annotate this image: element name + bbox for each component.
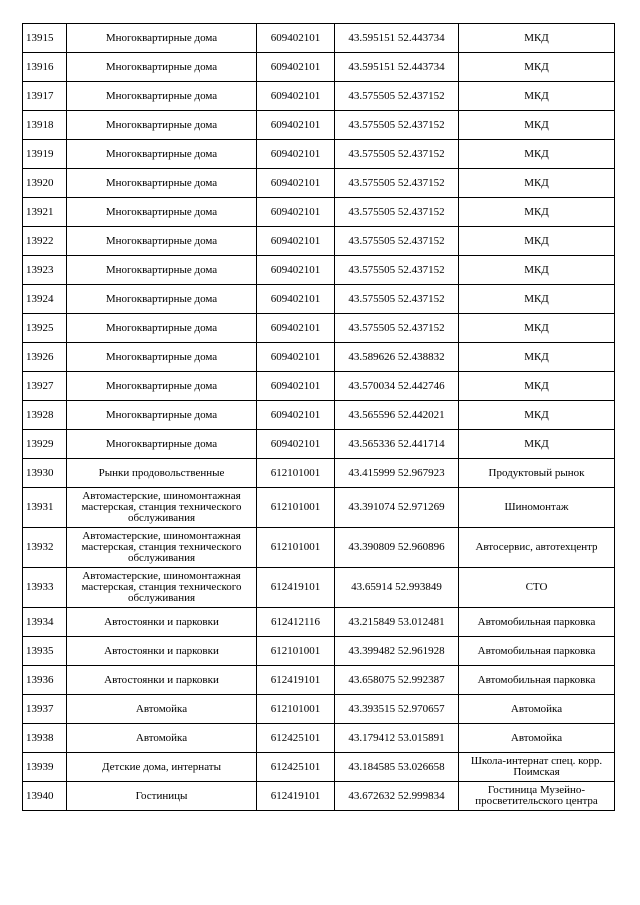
- oktmo-code-cell: 609402101: [257, 111, 335, 140]
- row-id-cell: 13926: [23, 343, 67, 372]
- oktmo-code-cell: 609402101: [257, 430, 335, 459]
- table-row: [23, 724, 615, 753]
- row-id-cell: 13932: [23, 528, 67, 568]
- registry-table-body: [23, 24, 615, 811]
- row-id-cell: 13921: [23, 198, 67, 227]
- oktmo-code-cell: 612419101: [257, 666, 335, 695]
- table-row: [23, 53, 615, 82]
- oktmo-code-cell: 612412116: [257, 608, 335, 637]
- object-name-cell: МКД: [459, 198, 615, 227]
- object-name-cell: Автосервис, автотехцентр: [459, 528, 615, 568]
- object-category-cell: Многоквартирные дома: [67, 82, 257, 111]
- oktmo-code-cell: 609402101: [257, 24, 335, 53]
- oktmo-code-cell: 609402101: [257, 227, 335, 256]
- coordinates-cell: 43.658075 52.992387: [335, 666, 459, 695]
- object-name-cell: МКД: [459, 24, 615, 53]
- table-row: [23, 430, 615, 459]
- coordinates-cell: 43.595151 52.443734: [335, 53, 459, 82]
- coordinates-cell: 43.215849 53.012481: [335, 608, 459, 637]
- table-row: [23, 285, 615, 314]
- oktmo-code-cell: 612101001: [257, 695, 335, 724]
- object-name-cell: МКД: [459, 401, 615, 430]
- table-row: [23, 343, 615, 372]
- object-name-cell: Автомобильная парковка: [459, 666, 615, 695]
- coordinates-cell: 43.672632 52.999834: [335, 782, 459, 811]
- object-category-cell: Многоквартирные дома: [67, 372, 257, 401]
- table-row: [23, 637, 615, 666]
- table-row: [23, 608, 615, 637]
- object-name-cell: Автомойка: [459, 724, 615, 753]
- coordinates-cell: 43.390809 52.960896: [335, 528, 459, 568]
- object-name-cell: МКД: [459, 256, 615, 285]
- oktmo-code-cell: 609402101: [257, 401, 335, 430]
- table-row: [23, 111, 615, 140]
- object-category-cell: Многоквартирные дома: [67, 401, 257, 430]
- row-id-cell: 13918: [23, 111, 67, 140]
- object-category-cell: Автомойка: [67, 695, 257, 724]
- object-category-cell: Многоквартирные дома: [67, 227, 257, 256]
- table-row: [23, 753, 615, 782]
- row-id-cell: 13928: [23, 401, 67, 430]
- coordinates-cell: 43.575505 52.437152: [335, 169, 459, 198]
- table-row: [23, 24, 615, 53]
- table-row: [23, 695, 615, 724]
- table-row: [23, 528, 615, 568]
- row-id-cell: 13940: [23, 782, 67, 811]
- row-id-cell: 13931: [23, 488, 67, 528]
- object-category-cell: Автостоянки и парковки: [67, 666, 257, 695]
- object-name-cell: Школа-интернат спец. корр. Поимская: [459, 753, 615, 782]
- row-id-cell: 13919: [23, 140, 67, 169]
- coordinates-cell: 43.589626 52.438832: [335, 343, 459, 372]
- object-category-cell: Многоквартирные дома: [67, 285, 257, 314]
- oktmo-code-cell: 609402101: [257, 169, 335, 198]
- table-row: [23, 372, 615, 401]
- object-category-cell: Многоквартирные дома: [67, 314, 257, 343]
- row-id-cell: 13937: [23, 695, 67, 724]
- object-name-cell: Шиномонтаж: [459, 488, 615, 528]
- object-name-cell: Продуктовый рынок: [459, 459, 615, 488]
- table-row: [23, 782, 615, 811]
- object-category-cell: Многоквартирные дома: [67, 343, 257, 372]
- table-row: [23, 82, 615, 111]
- coordinates-cell: 43.565336 52.441714: [335, 430, 459, 459]
- oktmo-code-cell: 612425101: [257, 753, 335, 782]
- oktmo-code-cell: 612419101: [257, 568, 335, 608]
- table-row: [23, 666, 615, 695]
- table-row: [23, 198, 615, 227]
- object-category-cell: Многоквартирные дома: [67, 256, 257, 285]
- oktmo-code-cell: 612101001: [257, 459, 335, 488]
- coordinates-cell: 43.575505 52.437152: [335, 82, 459, 111]
- row-id-cell: 13935: [23, 637, 67, 666]
- object-category-cell: Рынки продовольственные: [67, 459, 257, 488]
- coordinates-cell: 43.570034 52.442746: [335, 372, 459, 401]
- oktmo-code-cell: 609402101: [257, 53, 335, 82]
- table-row: [23, 314, 615, 343]
- row-id-cell: 13927: [23, 372, 67, 401]
- object-category-cell: Многоквартирные дома: [67, 140, 257, 169]
- coordinates-cell: 43.393515 52.970657: [335, 695, 459, 724]
- table-row: [23, 256, 615, 285]
- coordinates-cell: 43.575505 52.437152: [335, 285, 459, 314]
- object-name-cell: МКД: [459, 82, 615, 111]
- object-category-cell: Многоквартирные дома: [67, 430, 257, 459]
- coordinates-cell: 43.575505 52.437152: [335, 198, 459, 227]
- row-id-cell: 13930: [23, 459, 67, 488]
- object-name-cell: МКД: [459, 53, 615, 82]
- coordinates-cell: 43.575505 52.437152: [335, 111, 459, 140]
- table-row: [23, 140, 615, 169]
- table-row: [23, 488, 615, 528]
- oktmo-code-cell: 609402101: [257, 285, 335, 314]
- object-name-cell: Автомойка: [459, 695, 615, 724]
- coordinates-cell: 43.575505 52.437152: [335, 140, 459, 169]
- row-id-cell: 13917: [23, 82, 67, 111]
- object-category-cell: Многоквартирные дома: [67, 169, 257, 198]
- row-id-cell: 13915: [23, 24, 67, 53]
- oktmo-code-cell: 609402101: [257, 82, 335, 111]
- registry-table: [22, 23, 615, 811]
- row-id-cell: 13936: [23, 666, 67, 695]
- object-category-cell: Автомойка: [67, 724, 257, 753]
- object-name-cell: Гостиница Музейно-просветительского центра: [459, 782, 615, 811]
- object-category-cell: Автостоянки и парковки: [67, 608, 257, 637]
- oktmo-code-cell: 609402101: [257, 198, 335, 227]
- object-name-cell: Автомобильная парковка: [459, 637, 615, 666]
- object-category-cell: Многоквартирные дома: [67, 53, 257, 82]
- coordinates-cell: 43.179412 53.015891: [335, 724, 459, 753]
- oktmo-code-cell: 612101001: [257, 488, 335, 528]
- row-id-cell: 13922: [23, 227, 67, 256]
- object-category-cell: Автомастерские, шиномонтажная мастерская, станция технического обслуживания: [67, 488, 257, 528]
- row-id-cell: 13920: [23, 169, 67, 198]
- object-name-cell: МКД: [459, 343, 615, 372]
- object-category-cell: Автомастерские, шиномонтажная мастерская, станция технического обслуживания: [67, 528, 257, 568]
- object-name-cell: МКД: [459, 314, 615, 343]
- table-row: [23, 459, 615, 488]
- table-row: [23, 227, 615, 256]
- row-id-cell: 13925: [23, 314, 67, 343]
- coordinates-cell: 43.391074 52.971269: [335, 488, 459, 528]
- oktmo-code-cell: 609402101: [257, 140, 335, 169]
- object-name-cell: МКД: [459, 169, 615, 198]
- object-category-cell: Детские дома, интернаты: [67, 753, 257, 782]
- table-row: [23, 401, 615, 430]
- row-id-cell: 13916: [23, 53, 67, 82]
- row-id-cell: 13934: [23, 608, 67, 637]
- oktmo-code-cell: 609402101: [257, 343, 335, 372]
- coordinates-cell: 43.575505 52.437152: [335, 227, 459, 256]
- oktmo-code-cell: 609402101: [257, 256, 335, 285]
- row-id-cell: 13923: [23, 256, 67, 285]
- object-category-cell: Многоквартирные дома: [67, 111, 257, 140]
- object-name-cell: МКД: [459, 227, 615, 256]
- coordinates-cell: 43.399482 52.961928: [335, 637, 459, 666]
- table-row: [23, 568, 615, 608]
- oktmo-code-cell: 612425101: [257, 724, 335, 753]
- object-name-cell: СТО: [459, 568, 615, 608]
- object-category-cell: Гостиницы: [67, 782, 257, 811]
- coordinates-cell: 43.415999 52.967923: [335, 459, 459, 488]
- object-name-cell: МКД: [459, 430, 615, 459]
- object-name-cell: МКД: [459, 372, 615, 401]
- coordinates-cell: 43.595151 52.443734: [335, 24, 459, 53]
- object-name-cell: МКД: [459, 140, 615, 169]
- oktmo-code-cell: 609402101: [257, 314, 335, 343]
- coordinates-cell: 43.575505 52.437152: [335, 314, 459, 343]
- object-category-cell: Автостоянки и парковки: [67, 637, 257, 666]
- row-id-cell: 13933: [23, 568, 67, 608]
- oktmo-code-cell: 612101001: [257, 528, 335, 568]
- coordinates-cell: 43.575505 52.437152: [335, 256, 459, 285]
- oktmo-code-cell: 609402101: [257, 372, 335, 401]
- object-category-cell: Автомастерские, шиномонтажная мастерская, станция технического обслуживания: [67, 568, 257, 608]
- object-category-cell: Многоквартирные дома: [67, 24, 257, 53]
- row-id-cell: 13939: [23, 753, 67, 782]
- object-category-cell: Многоквартирные дома: [67, 198, 257, 227]
- object-name-cell: МКД: [459, 111, 615, 140]
- oktmo-code-cell: 612419101: [257, 782, 335, 811]
- row-id-cell: 13938: [23, 724, 67, 753]
- table-row: [23, 169, 615, 198]
- object-name-cell: МКД: [459, 285, 615, 314]
- row-id-cell: 13924: [23, 285, 67, 314]
- coordinates-cell: 43.184585 53.026658: [335, 753, 459, 782]
- coordinates-cell: 43.565596 52.442021: [335, 401, 459, 430]
- row-id-cell: 13929: [23, 430, 67, 459]
- coordinates-cell: 43.65914 52.993849: [335, 568, 459, 608]
- oktmo-code-cell: 612101001: [257, 637, 335, 666]
- object-name-cell: Автомобильная парковка: [459, 608, 615, 637]
